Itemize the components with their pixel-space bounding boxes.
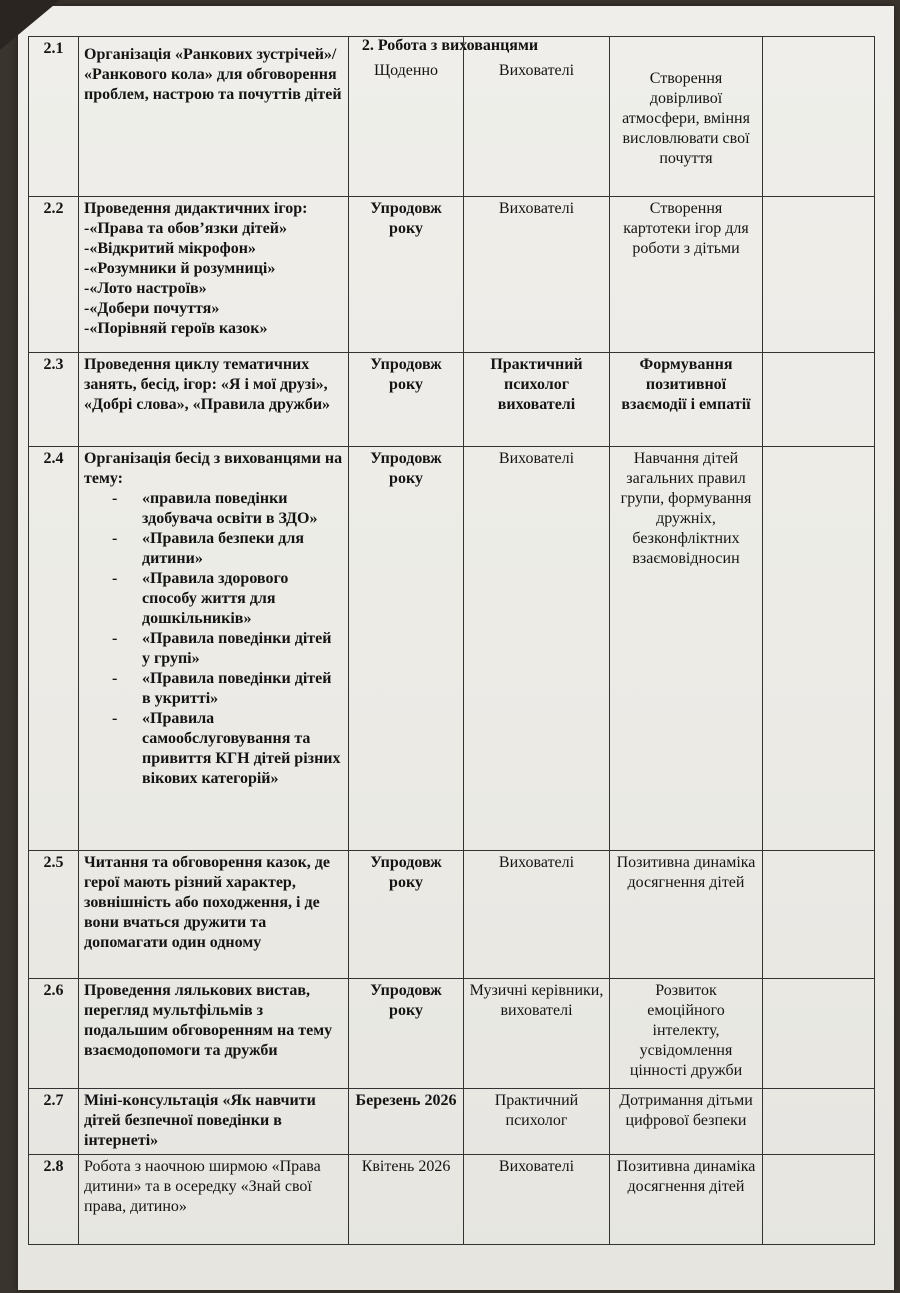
row-number: 2.8 (29, 1155, 79, 1245)
row-number: 2.3 (29, 353, 79, 447)
table-row (29, 37, 875, 197)
row-note (763, 851, 875, 979)
row-number: 2.4 (29, 447, 79, 851)
row-term: Упродовж року (349, 197, 464, 353)
row-responsible: Вихователі (464, 851, 610, 979)
row-term: Упродовж року (349, 851, 464, 979)
row-term: Березень 2026 (349, 1089, 464, 1155)
game-item: -«Порівняй героїв казок» (84, 320, 268, 337)
plan-table (28, 36, 875, 1245)
row-term: Щоденно (349, 37, 464, 197)
row-responsible: Практичний психолог вихователі (464, 353, 610, 447)
topic-item: - «Правила поведінки дітей у групі» (112, 629, 343, 669)
row-term: Упродовж року (349, 979, 464, 1089)
table-row (29, 447, 875, 851)
game-item: -«Розумники й розумниці» (84, 260, 276, 277)
table-row (29, 1155, 875, 1245)
row-responsible: Музичні керівники, вихователі (464, 979, 610, 1089)
row-responsible: Вихователі (464, 1155, 610, 1245)
row-note (763, 1155, 875, 1245)
topic-item: - «Правила здорового способу життя для дошкільників» (112, 569, 343, 629)
topic-item: - «правила поведінки здобувача освіти в ЗДО» (112, 489, 343, 529)
topic-item: - «Правила поведінки дітей в укритті» (112, 669, 343, 709)
row-result: Розвиток емоційного інтелекту, усвідомлення цінності дружби (610, 979, 763, 1089)
table-row (29, 851, 875, 979)
game-item: -«Права та обов’язки дітей» (84, 220, 287, 237)
row-result: Навчання дітей загальних правил групи, формування дружніх, безконфліктних взаємовідносин (610, 447, 763, 851)
topic-item: - «Правила самообслуговування та привиття КГН дітей різних вікових категорій» (112, 709, 343, 789)
topic-item: - «Правила безпеки для дитини» (112, 529, 343, 569)
row-number: 2.5 (29, 851, 79, 979)
row-note (763, 447, 875, 851)
row-activity: Проведення циклу тематичних занять, бесід, ігор: «Я і мої друзі», «Добрі слова», «Правила дружби» (79, 353, 349, 447)
row-number: 2.2 (29, 197, 79, 353)
row-activity: Робота з наочною ширмою «Права дитини» та в осередку «Знай свої права, дитино» (79, 1155, 349, 1245)
game-item: -«Відкритий мікрофон» (84, 240, 256, 257)
row-result: Створення картотеки ігор для роботи з дітьми (610, 197, 763, 353)
row-result: Створення довірливої атмосфери, вміння висловлювати свої почуття (610, 37, 763, 197)
table-row (29, 197, 875, 353)
activity-heading: Організація бесід з вихованцями на тему: (84, 450, 343, 487)
row-result: Позитивна динаміка досягнення дітей (610, 851, 763, 979)
table-row (29, 1089, 875, 1155)
row-activity (79, 197, 349, 353)
row-activity (79, 447, 349, 851)
game-item: -«Лото настроїв» (84, 280, 207, 297)
row-note (763, 353, 875, 447)
row-result: Дотримання дітьми цифрової безпеки (610, 1089, 763, 1155)
row-result: Позитивна динаміка досягнення дітей (610, 1155, 763, 1245)
row-term: Упродовж року (349, 447, 464, 851)
activity-heading: Проведення дидактичних ігор: (84, 200, 308, 217)
row-number: 2.6 (29, 979, 79, 1089)
row-note (763, 1089, 875, 1155)
row-note (763, 979, 875, 1089)
row-responsible: Вихователі (464, 447, 610, 851)
row-term: Упродовж року (349, 353, 464, 447)
row-note (763, 37, 875, 197)
row-note (763, 197, 875, 353)
row-number: 2.7 (29, 1089, 79, 1155)
row-number: 2.1 (29, 37, 79, 197)
row-term: Квітень 2026 (349, 1155, 464, 1245)
game-item: -«Добери почуття» (84, 300, 220, 317)
row-responsible: Вихователі (464, 37, 610, 197)
table-row (29, 353, 875, 447)
row-activity: Організація «Ранкових зустрічей»/ «Ранкового кола» для обговорення проблем, настрою та почуттів дітей (79, 37, 349, 197)
row-responsible: Практичний психолог (464, 1089, 610, 1155)
topic-list (84, 489, 343, 789)
row-activity: Міні-консультація «Як навчити дітей безпечної поведінки в інтернеті» (79, 1089, 349, 1155)
row-activity: Читання та обговорення казок, де герої мають різний характер, зовнішність або походження, і де вони вчаться дружити та допомагати один одному (79, 851, 349, 979)
section-title: 2. Робота з вихованцями (361, 37, 539, 54)
row-result: Формування позитивної взаємодії і емпатії (610, 353, 763, 447)
row-activity: Проведення лялькових вистав, перегляд мультфільмів з подальшим обговоренням на тему взаємодопомоги та дружби (79, 979, 349, 1089)
table-row (29, 979, 875, 1089)
row-responsible: Вихователі (464, 197, 610, 353)
